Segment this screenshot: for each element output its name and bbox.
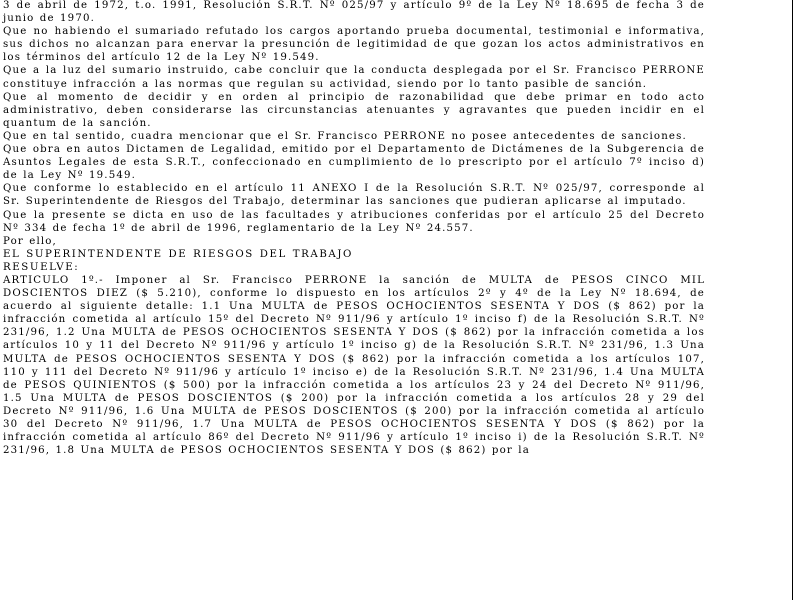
resuelve-heading: RESUELVE: [3,261,80,273]
paragraph-por-ello: Por ello, [3,235,57,247]
paragraph-no-antecedents: Que en tal sentido, cuadra mencionar que el Sr. Francisco PERRONE no posee antecedentes de sanciones. [3,130,687,142]
paragraph-intro-citation: 3 de abril de 1972, t.o. 1991, Resolución S.R.T. Nº 025/97 y artículo 9º de la Ley Nº 18.695 de fecha 3 de junio de 1970. [3,0,705,25]
authority-heading: EL SUPERINTENDENTE DE RIESGOS DEL TRABAJO [3,248,354,260]
document-body [3,0,705,457]
paragraph-reasonableness: Que al momento de decidir y en orden al principio de razonabilidad que debe primar en todo acto administrativo, deben considerarse las circunstancias atenuantes y agravantes que pueden incidir en el quantum de la sanción. [3,91,705,129]
paragraph-faculties: Que la presente se dicta en uso de las facultades y atribuciones conferidas por el artículo 25 del Decreto Nº 334 de fecha 1º de abril de 1996, reglamentario de la Ley Nº 24.557. [3,209,705,234]
paragraph-competence: Que conforme lo establecido en el artículo 11 ANEXO I de la Resolución S.R.T. Nº 025/97, corresponde al Sr. Superintendente de Riesgos del Trabajo, determinar las sanciones que pudieran aplicarse al imputado. [3,183,705,208]
article-1: ARTICULO 1º.- Imponer al Sr. Francisco PERRONE la sanción de MULTA de PESOS CINCO MIL DOSCIENTOS DIEZ ($ 5.210), conforme lo dispuesto en los artículos 2º y 4º de la Ley Nº 18.694, de acuerdo al siguiente detalle: 1.1 Una MULTA de PESOS OCHOCIENTOS SESENTA Y DOS ($ 862) por la infracción cometida al artículo 15º del Decreto Nº 911/96 y artículo 1º inciso f) de la Resolución S.R.T. Nº 231/96, 1.2 Una MULTA de PESOS OCHOCIENTOS SESENTA Y DOS ($ 862) por la infracción cometida a los artículos 10 y 11 del Decreto Nº 911/96 y artículo 1º inciso g) de la Resolución S.R.T. Nº 231/96, 1.3 Una MULTA de PESOS OCHOCIENTOS SESENTA Y DOS ($ 862) por la infracción cometida a los artículos 107, 110 y 111 del Decreto Nº 911/96 y artículo 1º inciso e) de la Resolución S.R.T. Nº 231/96, 1.4 Una MULTA de PESOS QUINIENTOS ($ 500) por la infracción cometida a los artículos 23 y 24 del Decreto Nº 911/96, 1.5 Una MULTA de PESOS DOSCIENTOS ($ 200) por la infracción cometida a los artículos 28 y 29 del Decreto Nº 911/96, 1.6 Una MULTA de PESOS DOSCIENTOS ($ 200) por la infracción cometida al artículo 30 del Decreto Nº 911/96, 1.7 Una MULTA de PESOS OCHOCIENTOS SESENTA Y DOS ($ 862) por la infracción cometida al artículo 86º del Decreto Nº 911/96 y artículo 1º inciso i) de la Resolución S.R.T. Nº 231/96, 1.8 Una MULTA de PESOS OCHOCIENTOS SESENTA Y DOS ($ 862) por la [3,274,705,457]
page-right-border [792,0,793,600]
paragraph-no-refutation: Que no habiendo el sumariado refutado los cargos aportando prueba documental, testimonial e informativa, sus dichos no alcanzan para enervar la presunción de legitimidad de que gozan los actos administrativos en los términos del artículo 12 de la Ley Nº 19.549. [3,26,705,64]
paragraph-conduct: Que a la luz del sumario instruido, cabe concluir que la conducta desplegada por el Sr. Francisco PERRONE constituye infracción a las normas que regulan su actividad, siendo por lo tanto pasible de sanción. [3,65,705,90]
paragraph-legal-opinion: Que obra en autos Dictamen de Legalidad, emitido por el Departamento de Dictámenes de la Subgerencia de Asuntos Legales de esta S.R.T., confeccionado en cumplimiento de lo prescripto por el artículo 7º inciso d) de la Ley Nº 19.549. [3,144,705,182]
